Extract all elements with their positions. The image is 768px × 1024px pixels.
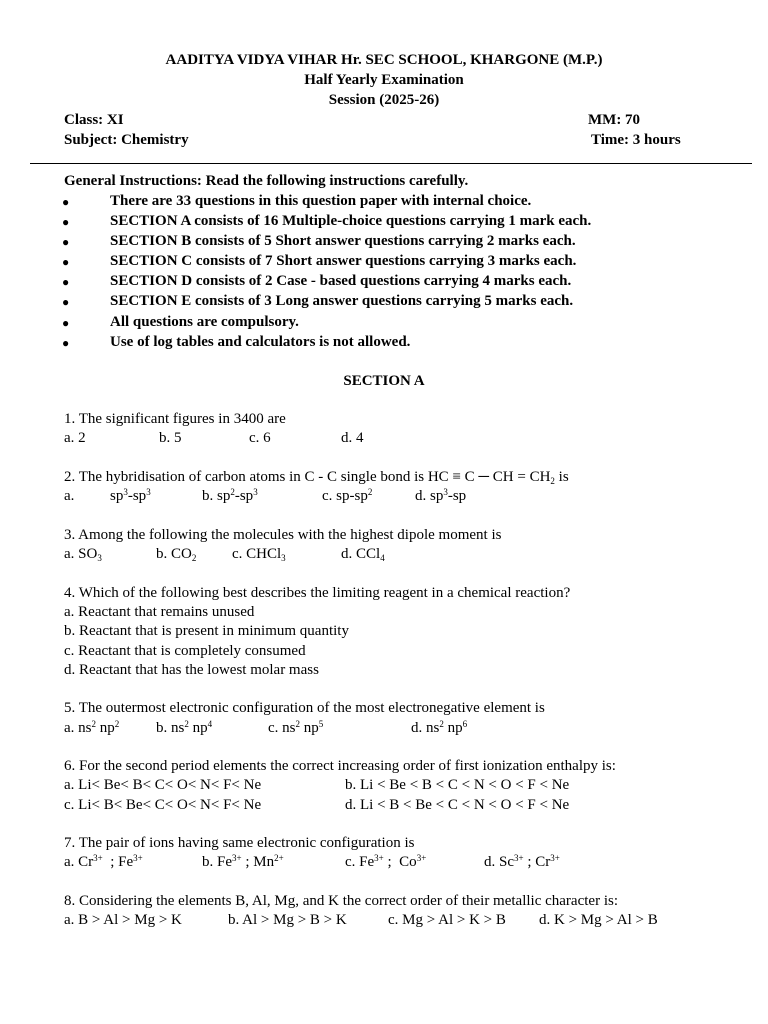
question-6: 6. For the second period elements the correct increasing order of first ionization enthalpy is: [64, 758, 616, 774]
q1-option-d: d. 4 [341, 430, 364, 446]
question-5: 5. The outermost electronic configuration of the most electronegative element is [64, 700, 545, 716]
class-label: Class: XI [64, 112, 124, 128]
instruction-item: SECTION C consists of 7 Short answer questions carrying 3 marks each. [110, 253, 577, 269]
q7-option-b: b. $Fe^{3+}$ ; $Mn^{2+}$ [202, 853, 284, 870]
q1-option-c: c. 6 [249, 430, 271, 446]
subject-label: Subject: Chemistry [64, 132, 189, 148]
q5-option-a: a. $ns^2$ $np^2$ [64, 719, 120, 736]
q3-option-d: d. CCl$_4$ [341, 546, 385, 563]
q4-option-a: a. Reactant that remains unused [64, 604, 255, 620]
question-3: 3. Among the following the molecules with the highest dipole moment is [64, 527, 502, 543]
question-7: 7. The pair of ions having same electronic configuration is [64, 835, 415, 851]
bullet-icon: ● [62, 195, 70, 209]
q7-option-d: d. $Sc^{3+}$ ; $Cr^{3+}$ [484, 853, 560, 870]
bullet-icon: ● [62, 235, 70, 249]
section-a-title: SECTION A [343, 373, 425, 389]
q7-option-a: a. $Cr^{3+}$ ; $Fe^{3+}$ [64, 853, 143, 870]
q2-option-b: b. $sp^2-sp^3$ [202, 487, 258, 504]
session-label: Session (2025-26) [328, 92, 440, 108]
bullet-icon: ● [62, 295, 70, 309]
instruction-item: SECTION E consists of 3 Long answer questions carrying 5 marks each. [110, 293, 574, 309]
instruction-item: SECTION D consists of 2 Case - based questions carrying 4 marks each. [110, 273, 572, 289]
instruction-item: SECTION A consists of 16 Multiple-choice questions carrying 1 mark each. [110, 213, 592, 229]
q5-option-d: d. $ns^2$ $np^6$ [411, 719, 468, 736]
q4-option-c: c. Reactant that is completely consumed [64, 643, 306, 659]
question-8: 8. Considering the elements B, Al, Mg, and K the correct order of their metallic character is: [64, 893, 618, 909]
instruction-item: There are 33 questions in this question paper with internal choice. [110, 193, 532, 209]
question-4: 4. Which of the following best describes the limiting reagent in a chemical reaction? [64, 585, 571, 601]
bullet-icon: ● [62, 316, 70, 330]
q7-option-c: c. $Fe^{3+}$ ; $Co^{3+}$ [345, 853, 427, 870]
q6-option-a: a. Li< Be< B< C< O< N< F< Ne [64, 777, 262, 793]
exam-title: Half Yearly Examination [304, 72, 464, 88]
bullet-icon: ● [62, 255, 70, 269]
q8-option-b: b. Al > Mg > B > K [228, 912, 347, 928]
q6-option-d: d. Li < B < Be < C < N < O < F < Ne [345, 797, 570, 813]
question-2: 2. The hybridisation of carbon atoms in C - C single bond is HC ≡ C ─ CH = $CH_2$ is [64, 469, 569, 486]
school-name: AADITYA VIDYA VIHAR Hr. SEC SCHOOL, KHARGONE (M.P.) [165, 52, 603, 68]
bullet-icon: ● [62, 336, 70, 350]
instruction-item: All questions are compulsory. [110, 314, 299, 330]
q6-option-b: b. Li < Be < B < C < N < O < F < Ne [345, 777, 570, 793]
q6-option-c: c. Li< B< Be< C< O< N< F< Ne [64, 797, 262, 813]
q2-option-c: c. $sp-sp^2$ [322, 487, 373, 504]
q8-option-a: a. B > Al > Mg > K [64, 912, 182, 928]
q8-option-d: d. K > Mg > Al > B [539, 912, 658, 928]
q8-option-c: c. Mg > Al > K > B [388, 912, 506, 928]
bullet-icon: ● [62, 215, 70, 229]
q3-option-b: b. $CO_2$ [156, 546, 197, 563]
instruction-item: Use of log tables and calculators is not allowed. [110, 334, 411, 350]
header-divider [30, 163, 752, 164]
q2-option-a-label: a. [64, 488, 75, 504]
q5-option-c: c. $ns^2$ $np^5$ [268, 719, 324, 736]
question-1: 1. The significant figures in 3400 are [64, 411, 286, 427]
q3-option-a: a. $SO_3$ [64, 546, 102, 563]
q2-option-d: d. $sp^3-sp$ [415, 487, 467, 504]
max-marks-label: MM: 70 [588, 112, 641, 128]
q1-option-b: b. 5 [159, 430, 182, 446]
q5-option-b: b. $ns^2$ $np^4$ [156, 719, 213, 736]
q2-option-a: $sp^3-sp^3$ [110, 487, 151, 504]
q3-option-c: c. CHCl$_3$ [232, 546, 286, 563]
instruction-item: SECTION B consists of 5 Short answer questions carrying 2 marks each. [110, 233, 576, 249]
bullet-icon: ● [62, 275, 70, 289]
q4-option-d: d. Reactant that has the lowest molar mass [64, 662, 319, 678]
instructions-heading: General Instructions: Read the following instructions carefully. [64, 173, 469, 189]
q4-option-b: b. Reactant that is present in minimum quantity [64, 623, 349, 639]
time-label: Time: 3 hours [591, 132, 681, 148]
q1-option-a: a. 2 [64, 430, 86, 446]
